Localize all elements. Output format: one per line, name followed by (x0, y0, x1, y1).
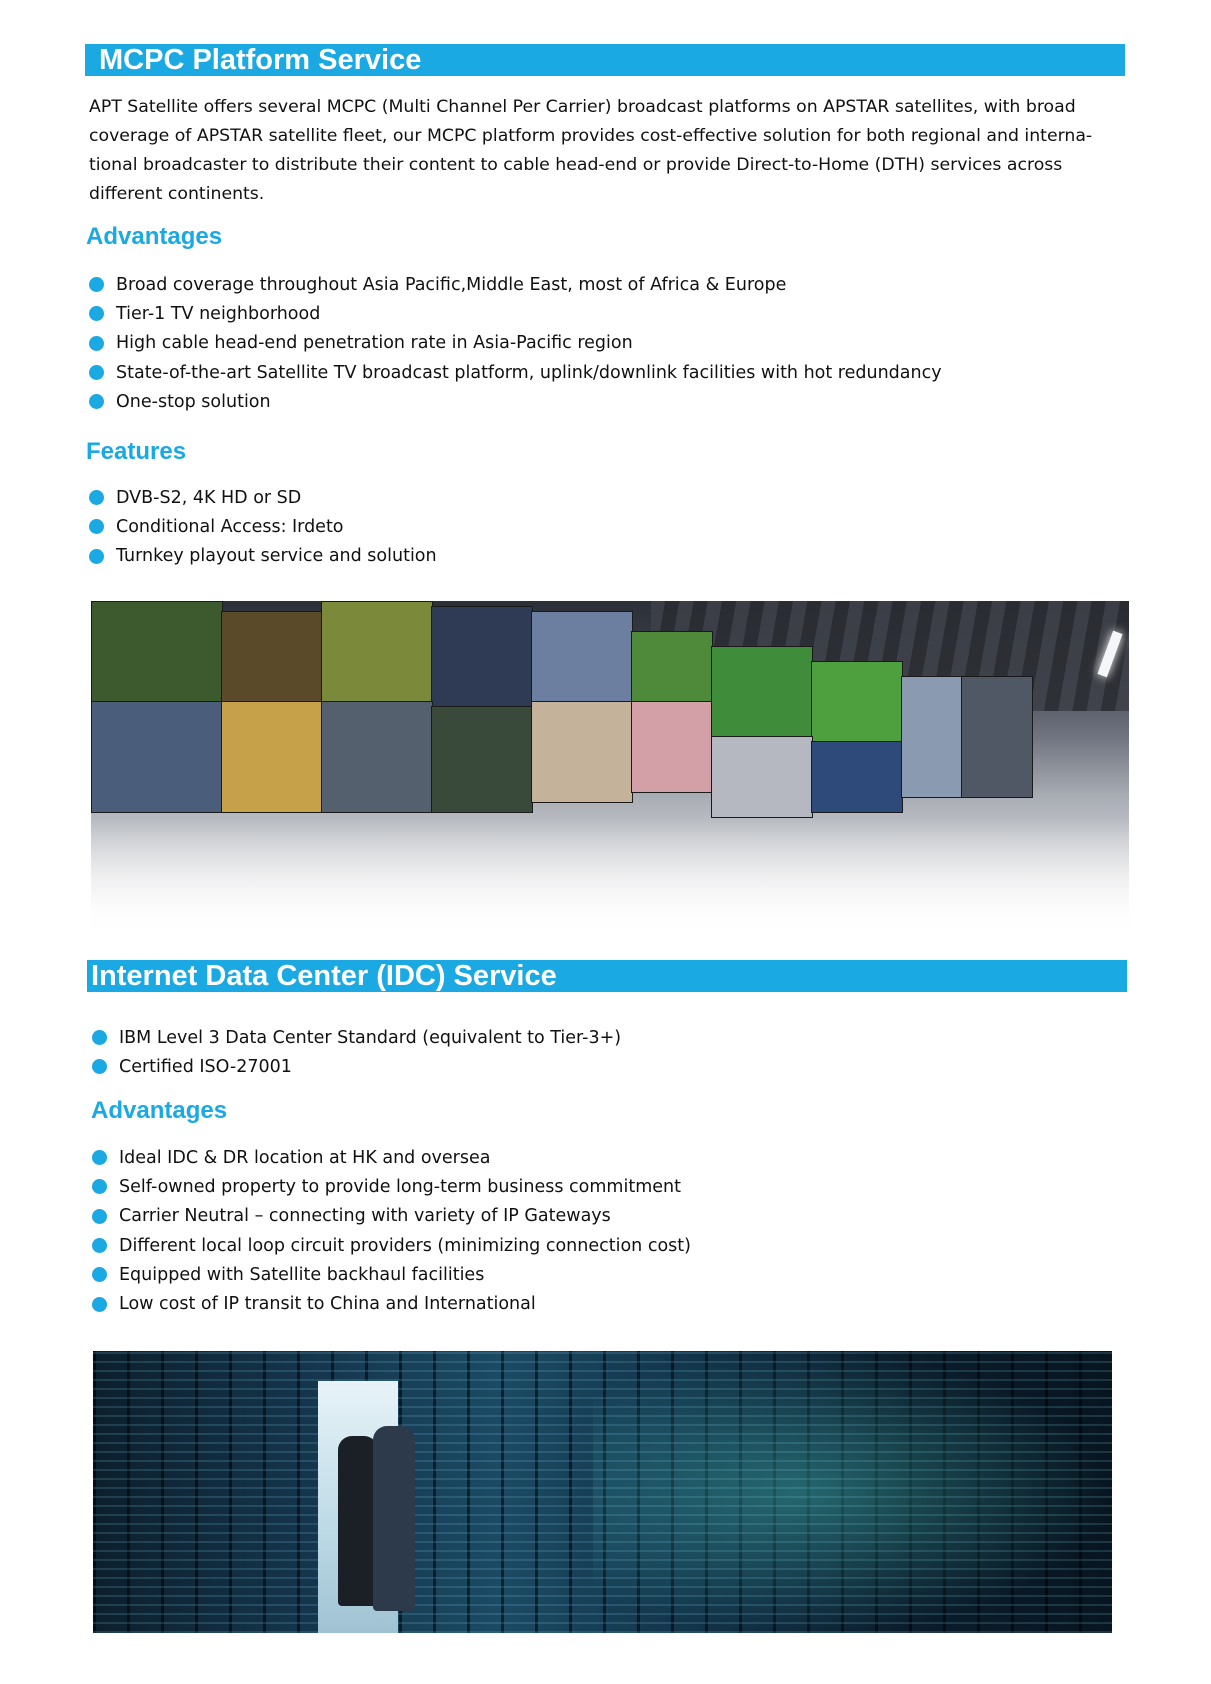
idc-advantages-list (92, 1143, 691, 1319)
bullet-icon (89, 306, 104, 321)
list-item: Equipped with Satellite backhaul facilities (92, 1260, 691, 1289)
bullet-icon (89, 336, 104, 351)
data-center-photo (93, 1351, 1112, 1633)
list-item: IBM Level 3 Data Center Standard (equivalent to Tier-3+) (92, 1023, 621, 1052)
network-glow (593, 1351, 1112, 1633)
list-item: Conditional Access: Irdeto (89, 512, 437, 541)
intro-line: different continents. (89, 184, 265, 204)
list-item: High cable head-end penetration rate in Asia-Pacific region (89, 329, 942, 358)
list-item: Low cost of IP transit to China and International (92, 1289, 691, 1318)
screen-tile (221, 611, 323, 703)
screen-tile (711, 646, 813, 738)
screen-tile (961, 676, 1033, 798)
screen-tile (531, 701, 633, 803)
mcpc-advantages-heading: Advantages (86, 223, 223, 250)
intro-line: APT Satellite offers several MCPC (Multi Channel Per Carrier) broadcast platforms on APSTAR satellites, with broad (89, 97, 1076, 117)
list-item: Ideal IDC & DR location at HK and oversea (92, 1143, 691, 1172)
bullet-icon (89, 549, 104, 564)
idc-section-title: Internet Data Center (IDC) Service (87, 960, 1127, 992)
list-item: State-of-the-art Satellite TV broadcast platform, uplink/downlink facilities with hot redundancy (89, 358, 942, 387)
idc-points-list (92, 1023, 621, 1082)
list-item: Turnkey playout service and solution (89, 542, 437, 571)
screen-tile (431, 706, 533, 813)
bullet-icon (92, 1150, 107, 1165)
bullet-icon (89, 394, 104, 409)
screen-tile (321, 601, 433, 703)
screen-tile (631, 701, 713, 793)
bullet-icon (92, 1267, 107, 1282)
mcpc-features-heading: Features (86, 438, 187, 465)
list-item: DVB-S2, 4K HD or SD (89, 483, 437, 512)
screen-tile (811, 741, 903, 813)
bullet-icon (89, 277, 104, 292)
screen-tile (531, 611, 633, 703)
screen-tile (901, 676, 963, 798)
screen-tile (91, 601, 223, 703)
screen-tile (631, 631, 713, 703)
list-item: Self-owned property to provide long-term business commitment (92, 1172, 691, 1201)
broadcast-control-room-photo (91, 601, 1129, 939)
bullet-icon (89, 490, 104, 505)
bullet-icon (89, 365, 104, 380)
list-item: Tier-1 TV neighborhood (89, 299, 942, 328)
bullet-icon (92, 1030, 107, 1045)
engineer-figure (373, 1426, 415, 1611)
screen-tile (811, 661, 903, 743)
bullet-icon (92, 1297, 107, 1312)
bullet-icon (92, 1059, 107, 1074)
mcpc-section-title: MCPC Platform Service (85, 44, 1125, 76)
screen-tile (431, 606, 533, 708)
mcpc-features-list (89, 483, 437, 571)
screen-tile (711, 736, 813, 818)
intro-line: tional broadcaster to distribute their content to cable head-end or provide Direct-to-Home (DTH) services across (89, 155, 1063, 175)
idc-advantages-heading: Advantages (91, 1097, 228, 1124)
list-item: Different local loop circuit providers (minimizing connection cost) (92, 1231, 691, 1260)
bullet-icon (92, 1179, 107, 1194)
mcpc-advantages-list (89, 270, 942, 416)
list-item: Carrier Neutral – connecting with variety of IP Gateways (92, 1202, 691, 1231)
list-item: Broad coverage throughout Asia Pacific,Middle East, most of Africa & Europe (89, 270, 942, 299)
list-item: Certified ISO-27001 (92, 1052, 621, 1081)
photo-fade (91, 819, 1129, 939)
screen-tile (321, 701, 433, 813)
screen-tile (91, 701, 223, 813)
bullet-icon (92, 1209, 107, 1224)
bullet-icon (89, 519, 104, 534)
bullet-icon (92, 1238, 107, 1253)
intro-line: coverage of APSTAR satellite fleet, our MCPC platform provides cost-effective solution for both regional and interna- (89, 126, 1093, 146)
engineer-figure (338, 1436, 378, 1606)
screen-tile (221, 701, 323, 813)
mcpc-intro-paragraph (89, 93, 1129, 209)
list-item: One-stop solution (89, 387, 942, 416)
